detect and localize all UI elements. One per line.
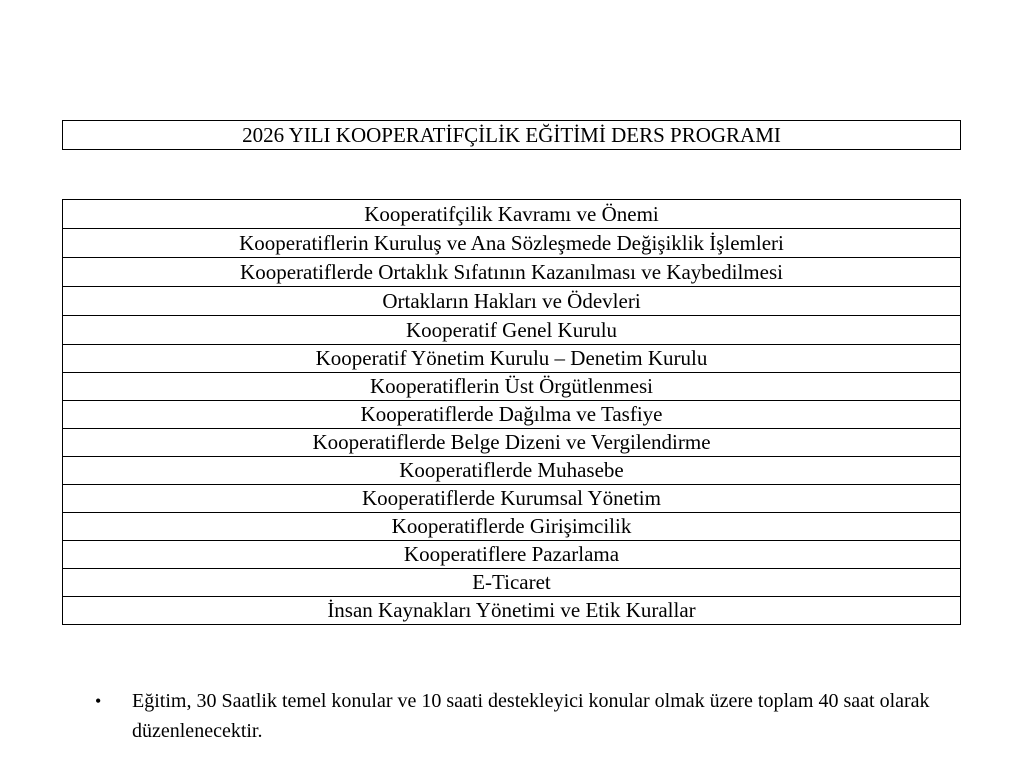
table-row	[63, 513, 961, 541]
course-cell: Kooperatiflerde Girişimcilik	[63, 513, 961, 541]
note-text: Eğitim, 30 Saatlik temel konular ve 10 saati destekleyici konular olmak üzere toplam 40 saat olarak düzenlenecektir.	[132, 690, 930, 742]
course-cell: Kooperatiflerde Kurumsal Yönetim	[63, 485, 961, 513]
table-row	[63, 229, 961, 258]
course-cell: Kooperatiflerde Ortaklık Sıfatının Kazanılması ve Kaybedilmesi	[63, 258, 961, 287]
table-row	[63, 457, 961, 485]
course-cell: Kooperatiflerde Dağılma ve Tasfiye	[63, 401, 961, 429]
course-cell: E-Ticaret	[63, 569, 961, 597]
course-cell: Kooperatif Genel Kurulu	[63, 316, 961, 345]
table-row	[63, 401, 961, 429]
bullet-icon: •	[95, 691, 102, 711]
course-cell: Kooperatiflerin Kuruluş ve Ana Sözleşmede Değişiklik İşlemleri	[63, 229, 961, 258]
course-cell: Kooperatif Yönetim Kurulu – Denetim Kurulu	[63, 345, 961, 373]
course-cell: İnsan Kaynakları Yönetimi ve Etik Kurallar	[63, 597, 961, 625]
course-cell: Kooperatiflerde Muhasebe	[63, 457, 961, 485]
table-row	[63, 287, 961, 316]
program-title: 2026 YILI KOOPERATİFÇİLİK EĞİTİMİ DERS PROGRAMI	[62, 120, 961, 150]
course-table	[62, 199, 961, 625]
table-row	[63, 345, 961, 373]
program-note	[95, 686, 975, 746]
table-row	[63, 569, 961, 597]
table-row	[63, 373, 961, 401]
table-row	[63, 541, 961, 569]
course-cell: Kooperatifçilik Kavramı ve Önemi	[63, 200, 961, 229]
table-row	[63, 597, 961, 625]
table-row	[63, 485, 961, 513]
course-cell: Kooperatiflerin Üst Örgütlenmesi	[63, 373, 961, 401]
table-row	[63, 258, 961, 287]
table-row	[63, 200, 961, 229]
course-cell: Kooperatiflere Pazarlama	[63, 541, 961, 569]
table-row	[63, 316, 961, 345]
course-cell: Ortakların Hakları ve Ödevleri	[63, 287, 961, 316]
course-cell: Kooperatiflerde Belge Dizeni ve Vergilendirme	[63, 429, 961, 457]
table-row	[63, 429, 961, 457]
